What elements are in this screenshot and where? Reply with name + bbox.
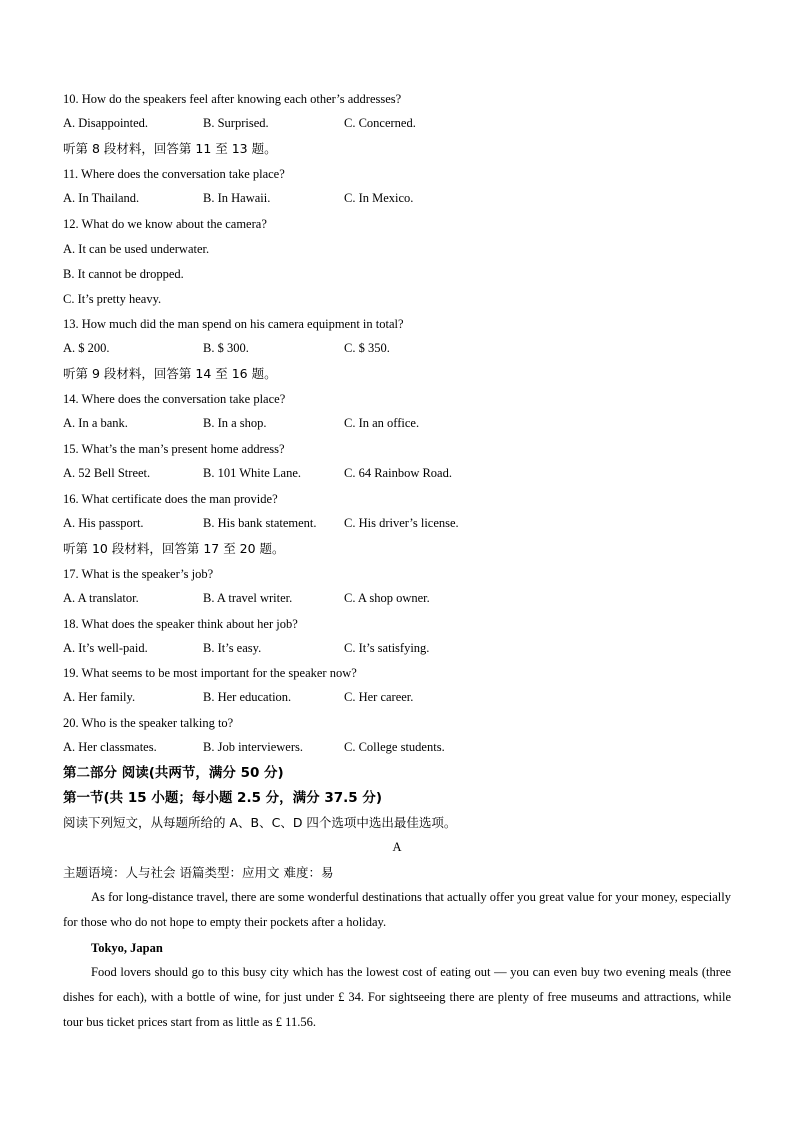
question-13-option-c: C. $ 350.: [344, 341, 390, 355]
question-17-option-a: A. A translator.: [63, 591, 139, 605]
segment-9-instruction: 听第 9 段材料，回答第 14 至 16 题。: [63, 366, 277, 381]
section-1-heading: 第一节(共 15 小题；每小题 2.5 分，满分 37.5 分): [63, 790, 383, 806]
question-14-stem: 14. Where does the conversation take place?: [63, 392, 286, 406]
question-20-option-a: A. Her classmates.: [63, 740, 157, 754]
question-11-stem: 11. Where does the conversation take place?: [63, 167, 285, 181]
question-11-option-c: C. In Mexico.: [344, 191, 414, 205]
question-10-option-c: C. Concerned.: [344, 116, 416, 130]
question-14-option-c: C. In an office.: [344, 416, 420, 430]
question-12-stem: 12. What do we know about the camera?: [63, 217, 267, 231]
question-19-option-b: B. Her education.: [203, 690, 292, 704]
question-11-option-b: B. In Hawaii.: [203, 191, 271, 205]
question-13-option-b: B. $ 300.: [203, 341, 249, 355]
question-15-option-b: B. 101 White Lane.: [203, 466, 302, 480]
question-12-option-a: A. It can be used underwater.: [63, 242, 210, 256]
question-18-option-c: C. It’s satisfying.: [344, 641, 430, 655]
question-16-option-b: B. His bank statement.: [203, 516, 317, 530]
question-19-stem: 19. What seems to be most important for the speaker now?: [63, 666, 357, 680]
question-13-stem: 13. How much did the man spend on his camera equipment in total?: [63, 317, 404, 331]
question-17-option-b: B. A travel writer.: [203, 591, 293, 605]
question-11-option-a: A. In Thailand.: [63, 191, 140, 205]
question-10-stem: 10. How do the speakers feel after knowing each other’s addresses?: [63, 92, 402, 106]
question-19-option-a: A. Her family.: [63, 690, 136, 704]
question-12-option-b: B. It cannot be dropped.: [63, 267, 184, 281]
question-18-option-b: B. It’s easy.: [203, 641, 262, 655]
question-15-option-a: A. 52 Bell Street.: [63, 466, 151, 480]
reading-instruction: 阅读下列短文，从每题所给的 A、B、C、D 四个选项中选出最佳选项。: [63, 815, 457, 830]
passage-paragraph-2: Food lovers should go to this busy city which has the lowest cost of eating out — you can even buy two evening meals (three dishes for each), with a bottle of wine, for just under £ 34. For sightseeing there are plenty of free museums and attractions, while tour bus ticket prices start from as little as £ 11.56.: [63, 965, 731, 1029]
question-14-option-b: B. In a shop.: [203, 416, 267, 430]
question-13-option-a: A. $ 200.: [63, 341, 110, 355]
question-16-option-c: C. His driver’s license.: [344, 516, 459, 530]
part-2-heading: 第二部分 阅读(共两节，满分 50 分): [63, 765, 284, 781]
question-20-option-c: C. College students.: [344, 740, 445, 754]
question-16-option-a: A. His passport.: [63, 516, 144, 530]
question-16-stem: 16. What certificate does the man provide?: [63, 492, 278, 506]
passage-topic-info: 主题语境：人与社会 语篇类型：应用文 难度：易: [63, 865, 334, 880]
passage-letter: A: [392, 840, 402, 854]
passage-heading-tokyo: Tokyo, Japan: [91, 941, 163, 955]
question-14-option-a: A. In a bank.: [63, 416, 128, 430]
segment-10-instruction: 听第 10 段材料，回答第 17 至 20 题。: [63, 541, 285, 556]
question-15-option-c: C. 64 Rainbow Road.: [344, 466, 452, 480]
passage-paragraph-1: As for long-distance travel, there are some wonderful destinations that actually offer you great value for your money, especially for those who do not hope to empty their pockets after a holiday.: [63, 890, 731, 929]
question-19-option-c: C. Her career.: [344, 690, 414, 704]
question-15-stem: 15. What’s the man’s present home address?: [63, 442, 285, 456]
question-20-option-b: B. Job interviewers.: [203, 740, 303, 754]
question-10-option-a: A. Disappointed.: [63, 116, 149, 130]
question-12-option-c: C. It’s pretty heavy.: [63, 292, 162, 306]
question-18-stem: 18. What does the speaker think about her job?: [63, 617, 298, 631]
question-18-option-a: A. It’s well-paid.: [63, 641, 148, 655]
question-17-option-c: C. A shop owner.: [344, 591, 430, 605]
segment-8-instruction: 听第 8 段材料，回答第 11 至 13 题。: [63, 141, 277, 156]
question-10-option-b: B. Surprised.: [203, 116, 269, 130]
question-20-stem: 20. Who is the speaker talking to?: [63, 716, 234, 730]
question-17-stem: 17. What is the speaker’s job?: [63, 567, 214, 581]
